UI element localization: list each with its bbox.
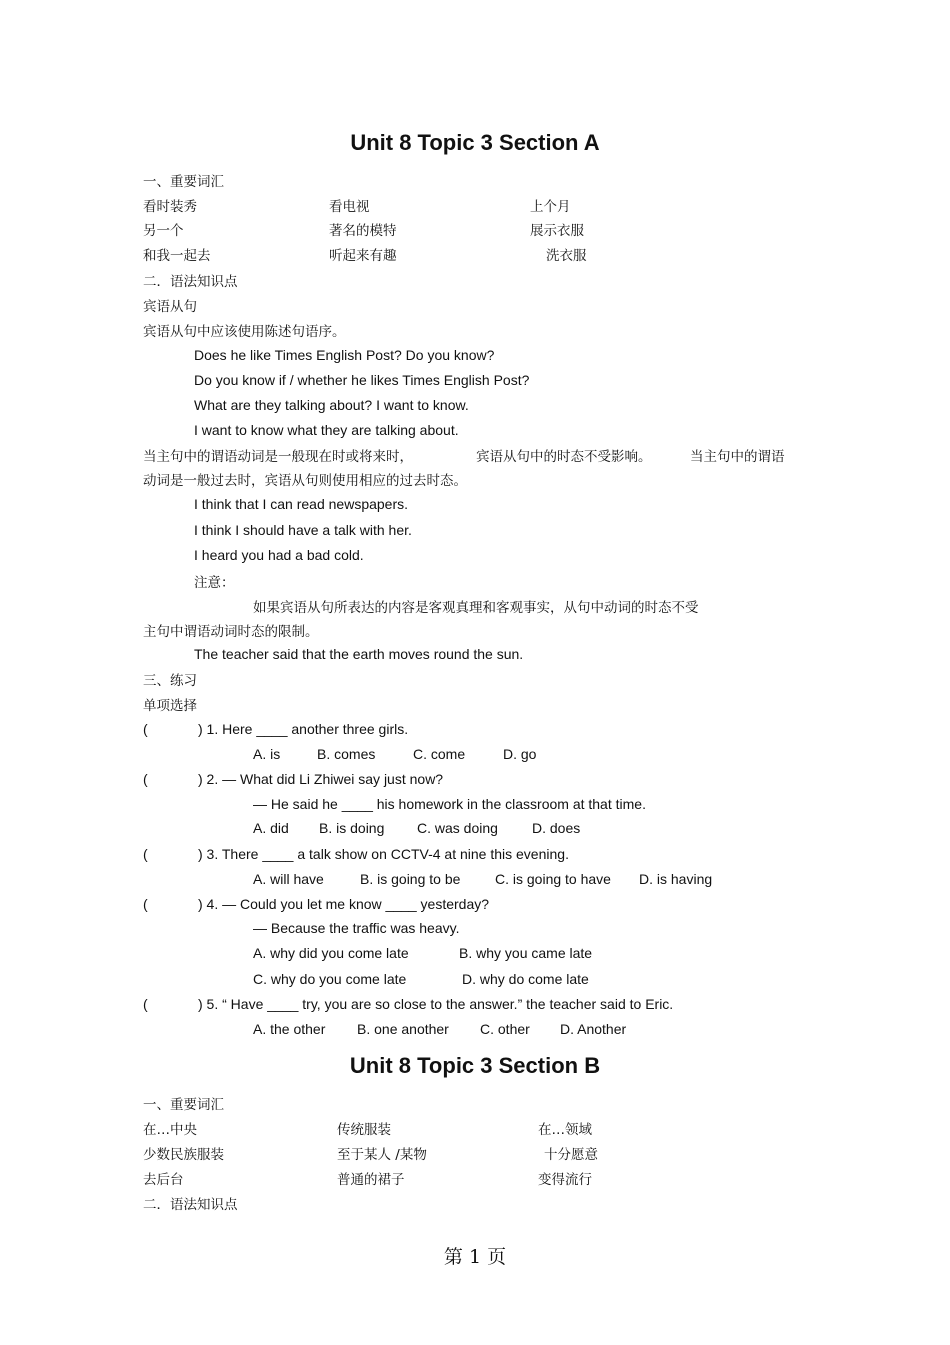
vocab-a-1-3: 上个月: [530, 199, 571, 215]
question-5-option-d: D. Another: [560, 1021, 627, 1037]
question-3-option-a: A. will have: [253, 871, 324, 887]
question-1-option-a: A. is: [253, 746, 281, 762]
vocab-b-3-1: 去后台: [143, 1172, 184, 1188]
grammar-topic: 宾语从句: [143, 299, 197, 315]
question-4-option-b: B. why you came late: [459, 945, 593, 961]
grammar-rule-1: 宾语从句中应该使用陈述句语序。: [143, 324, 346, 340]
question-2-option-a: A. did: [253, 820, 289, 836]
example-1: Does he like Times English Post? Do you know?: [194, 347, 495, 363]
example-5: I think that I can read newspapers.: [194, 496, 409, 512]
question-2-stem: ) 2. — What did Li Zhiwei say just now?: [198, 771, 444, 787]
vocab-a-1-2: 看电视: [329, 199, 370, 215]
question-1-option-d: D. go: [503, 746, 537, 762]
grammar-rule-2-part-2: 宾语从句中的时态不受影响。: [476, 449, 652, 465]
note-example: The teacher said that the earth moves round the sun.: [194, 646, 524, 662]
vocab-a-2-2: 著名的模特: [329, 223, 397, 239]
example-3: What are they talking about? I want to know.: [194, 397, 469, 413]
grammar-rule-2-part-3: 当主句中的谓语: [690, 449, 785, 465]
example-2: Do you know if / whether he likes Times English Post?: [194, 372, 530, 388]
question-5-option-c: C. other: [480, 1021, 530, 1037]
question-4-stem: ) 4. — Could you let me know ____ yesterday?: [198, 896, 490, 912]
vocab-a-3-2: 听起来有趣: [329, 248, 397, 264]
question-1-option-b: B. comes: [317, 746, 376, 762]
vocab-b-1-1: 在…中央: [143, 1122, 197, 1138]
note-label: 注意：: [194, 575, 235, 591]
question-5-option-b: B. one another: [357, 1021, 449, 1037]
question-3-paren: (: [143, 846, 148, 862]
vocab-b-3-3: 变得流行: [538, 1172, 592, 1188]
question-3-option-b: B. is going to be: [360, 871, 461, 887]
page-number: 第 1 页: [443, 1246, 507, 1268]
example-7: I heard you had a bad cold.: [194, 547, 364, 563]
note-line-2: 主句中谓语动词时态的限制。: [143, 624, 319, 640]
section-b-title: Unit 8 Topic 3 Section B: [349, 1053, 601, 1078]
question-4-option-c: C. why do you come late: [253, 971, 407, 987]
question-1-paren: (: [143, 721, 148, 737]
question-2-line-2: — He said he ____ his homework in the classroom at that time.: [253, 796, 646, 812]
question-2-option-c: C. was doing: [417, 820, 498, 836]
question-4-option-d: D. why do come late: [462, 971, 589, 987]
question-4-paren: (: [143, 896, 148, 912]
note-line-1: 如果宾语从句所表达的内容是客观真理和客观事实，从句中动词的时态不受: [253, 600, 699, 616]
question-5-paren: (: [143, 996, 148, 1012]
vocab-heading-a: 一、重要词汇: [143, 174, 224, 190]
vocab-a-1-1: 看时装秀: [143, 199, 197, 215]
vocab-a-2-1: 另一个: [143, 223, 184, 239]
exercise-type: 单项选择: [143, 698, 197, 714]
vocab-b-1-2: 传统服装: [337, 1122, 391, 1138]
question-1-option-c: C. come: [413, 746, 466, 762]
question-1-stem: ) 1. Here ____ another three girls.: [198, 721, 409, 737]
question-2-option-d: D. does: [532, 820, 581, 836]
question-5-option-a: A. the other: [253, 1021, 326, 1037]
question-3-option-c: C. is going to have: [495, 871, 611, 887]
vocab-b-3-2: 普通的裙子: [337, 1172, 405, 1188]
question-4-option-a: A. why did you come late: [253, 945, 409, 961]
grammar-heading-b: 二．语法知识点: [143, 1197, 238, 1213]
question-2-option-b: B. is doing: [319, 820, 385, 836]
example-4: I want to know what they are talking about.: [194, 422, 459, 438]
vocab-heading-b: 一、重要词汇: [143, 1097, 224, 1113]
grammar-heading-a: 二．语法知识点: [143, 274, 238, 290]
vocab-b-2-2: 至于某人 /某物: [337, 1147, 427, 1163]
vocab-b-2-3: 十分愿意: [544, 1147, 598, 1163]
vocab-a-3-3: 洗衣服: [546, 248, 587, 264]
vocab-a-2-3: 展示衣服: [530, 223, 584, 239]
question-2-paren: (: [143, 771, 148, 787]
grammar-rule-2-line-2: 动词是一般过去时，宾语从句则使用相应的过去时态。: [143, 473, 467, 489]
question-3-stem: ) 3. There ____ a talk show on CCTV-4 at nine this evening.: [198, 846, 569, 862]
vocab-b-2-1: 少数民族服装: [143, 1147, 224, 1163]
vocab-b-1-3: 在…领域: [538, 1122, 592, 1138]
example-6: I think I should have a talk with her.: [194, 522, 412, 538]
grammar-rule-2-part-1: 当主句中的谓语动词是一般现在时或将来时，: [143, 449, 413, 465]
question-5-stem: ) 5. “ Have ____ try, you are so close to the answer.” the teacher said to Eric.: [198, 996, 674, 1012]
question-3-option-d: D. is having: [639, 871, 713, 887]
vocab-a-3-1: 和我一起去: [143, 248, 211, 264]
question-4-line-2: — Because the traffic was heavy.: [253, 920, 460, 936]
exercise-heading: 三、练习: [143, 673, 197, 689]
section-a-title: Unit 8 Topic 3 Section A: [350, 130, 600, 155]
